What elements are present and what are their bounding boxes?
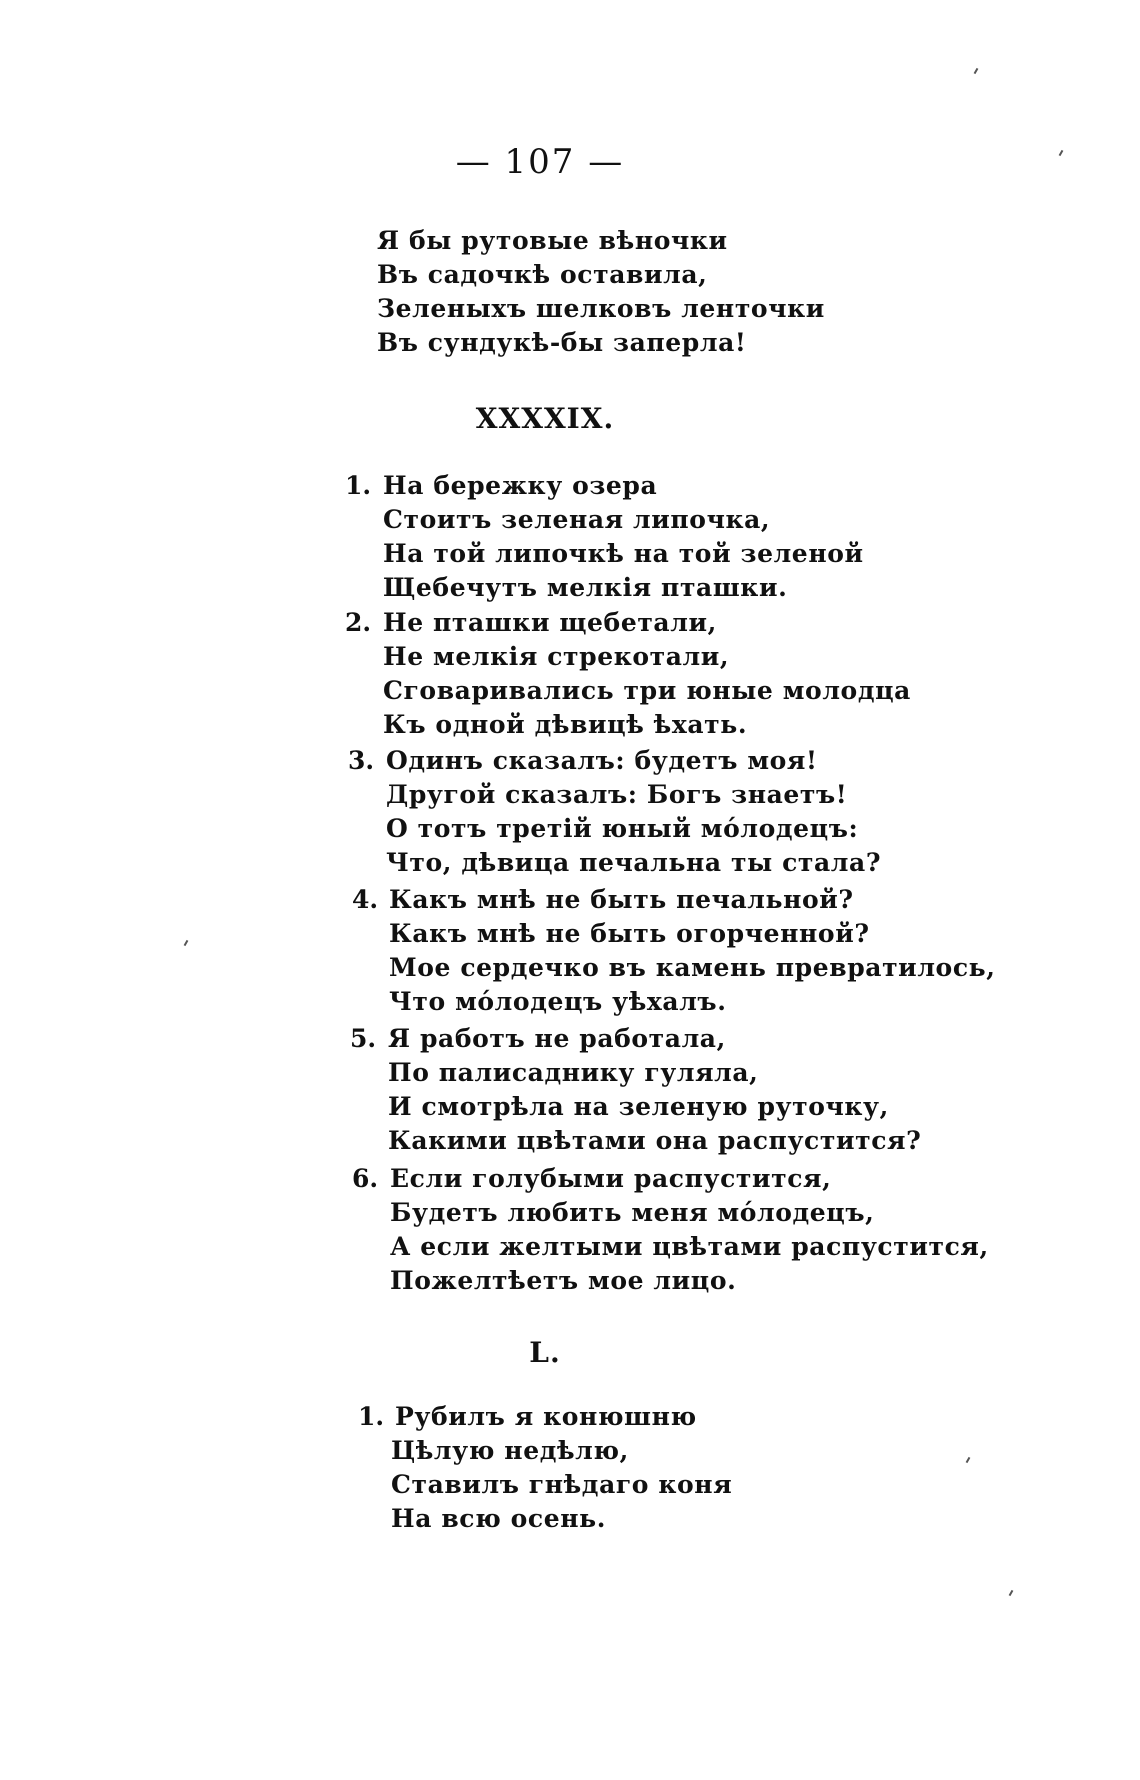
verse-line: Въ сундукѣ-бы заперла! [377,328,747,357]
section-heading-39: XXXXIX. [475,402,615,435]
verse-line: И смотрѣла на зеленую руточку, [388,1092,889,1121]
verse-line: На той липочкѣ на той зеленой [383,539,864,568]
verse-line: На всю осень. [391,1504,607,1533]
stanza-number: 2. [345,608,372,637]
verse-line: Какъ мнѣ не быть печальной? [389,885,854,914]
verse-line: Рубилъ я конюшню [395,1402,697,1431]
verse-line: Стоитъ зеленая липочка, [383,505,771,534]
verse-line: Къ одной дѣвицѣ ѣхать. [383,710,748,739]
verse-line: Другой сказалъ: Богъ знаетъ! [386,780,848,809]
verse-line: Какъ мнѣ не быть огорченной? [389,919,870,948]
verse-line: Цѣлую недѣлю, [391,1436,629,1465]
stanza-number: 6. [352,1164,379,1193]
verse-line: Я работъ не работала, [388,1024,726,1053]
scan-speck [184,940,189,946]
verse-line: Одинъ сказалъ: будетъ моя! [386,746,818,775]
verse-line: Пожелтѣетъ мое лицо. [390,1266,737,1295]
stanza-number: 1. [345,471,372,500]
verse-line: Какими цвѣтами она распустится? [388,1126,922,1155]
stanza-number: 3. [348,746,375,775]
verse-line: По палисаднику гуляла, [388,1058,759,1087]
scan-speck [974,68,979,74]
verse-line: О тотъ третій юный мόлодецъ: [386,814,859,843]
verse-line: Будетъ любить меня мόлодецъ, [390,1198,875,1227]
section-heading-50: L. [529,1336,561,1369]
verse-line: Не мелкія стрекотали, [383,642,730,671]
stanza-number: 5. [350,1024,377,1053]
scan-speck [966,1457,971,1463]
stanza-number: 1. [358,1402,385,1431]
verse-line: Если голубыми распустится, [390,1164,832,1193]
verse-line: Я бы рутовые вѣночки [377,226,728,255]
verse-line: Что, дѣвица печальна ты стала? [386,848,882,877]
verse-line: Щебечутъ мелкія пташки. [383,573,788,602]
verse-line: Зеленыхъ шелковъ ленточки [377,294,825,323]
verse-line: Что мόлодецъ уѣхалъ. [389,987,727,1016]
verse-line: Мое сердечко въ камень превратилось, [389,953,996,982]
scan-speck [1009,1590,1014,1596]
verse-line: Сговаривались три юные молодца [383,676,911,705]
verse-line: На бережку озера [383,471,658,500]
page-number: — 107 — [455,142,625,182]
verse-line: А если желтыми цвѣтами распустится, [390,1232,989,1261]
verse-line: Въ садочкѣ оставила, [377,260,708,289]
stanza-number: 4. [352,885,379,914]
verse-line: Не пташки щебетали, [383,608,717,637]
verse-line: Ставилъ гнѣдаго коня [391,1470,733,1499]
